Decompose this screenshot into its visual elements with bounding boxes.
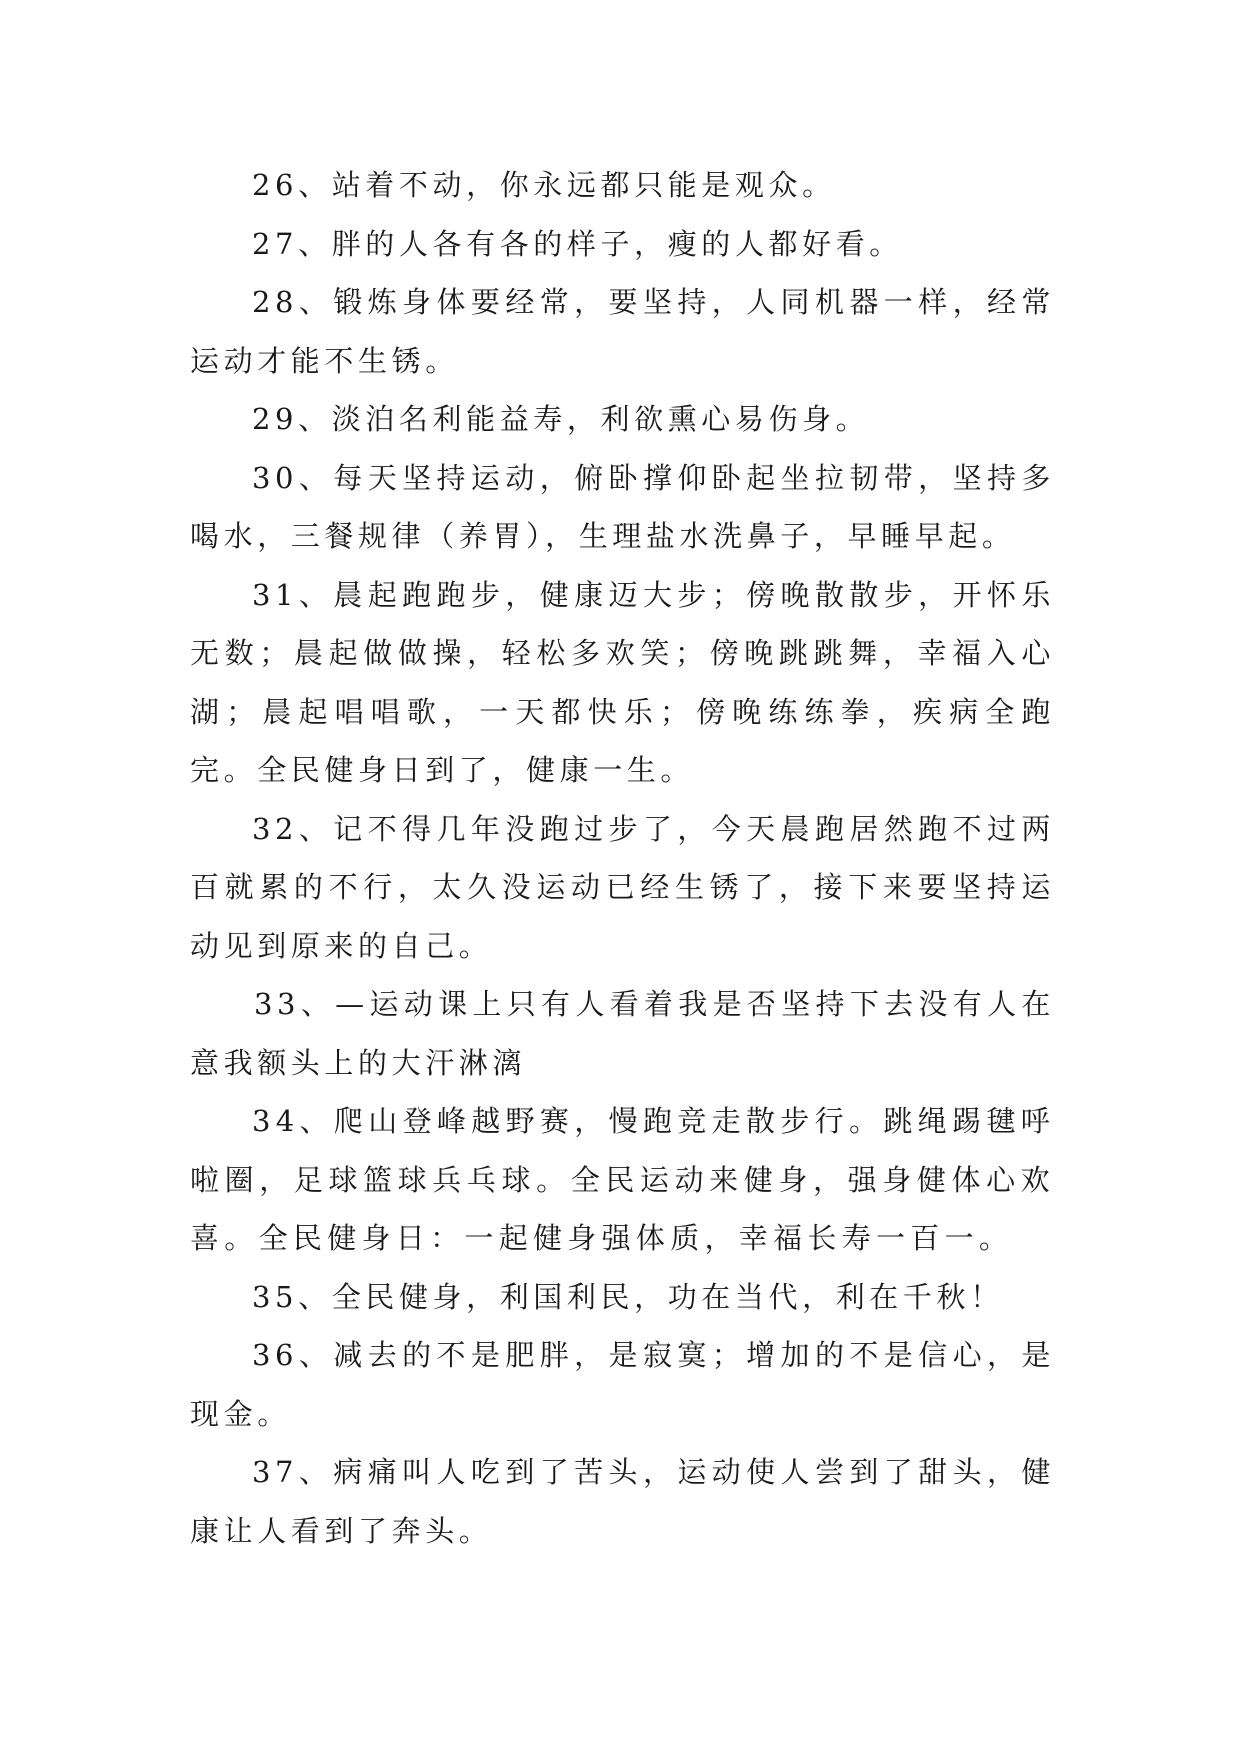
paragraph-32: 32、记不得几年没跑过步了，今天晨跑居然跑不过两百就累的不行，太久没运动已经生锈了，接下来要坚持运动见到原来的自己。 [190,811,1055,963]
paragraph-31: 31、晨起跑跑步，健康迈大步；傍晚散散步，开怀乐无数；晨起做做操，轻松多欢笑；傍晚跳跳舞，幸福入心湖；晨起唱唱歌，一天都快乐；傍晚练练拳，疾病全跑完。全民健身日到了，健康一生。 [190,577,1055,787]
paragraph-34: 34、爬山登峰越野赛，慢跑竞走散步行。跳绳踢毽呼啦圈，足球篮球兵乓球。全民运动来健身，强身健体心欢喜。全民健身日：一起健身强体质，幸福长寿一百一。 [190,1104,1055,1255]
paragraph-26: 26、站着不动，你永远都只能是观众。 [252,168,836,202]
paragraph-29: 29、淡泊名利能益寿，利欲熏心易伤身。 [252,402,870,436]
paragraph-33: 33、—运动课上只有人看着我是否坚持下去没有人在意我额头上的大汗淋漓 [190,987,1055,1080]
paragraph-28: 28、锻炼身体要经常，要坚持，人同机器一样，经常运动才能不生锈。 [190,285,1055,378]
paragraph-37: 37、病痛叫人吃到了苦头，运动使人尝到了甜头，健康让人看到了奔头。 [190,1455,1055,1548]
paragraph-36: 36、减去的不是肥胖，是寂寞；增加的不是信心，是现金。 [190,1338,1055,1431]
paragraph-35: 35、全民健身，利国利民，功在当代，利在千秋！ [252,1279,1004,1314]
paragraph-27: 27、胖的人各有各的样子，瘦的人都好看。 [252,226,903,261]
document-body [190,156,1055,1560]
paragraph-30: 30、每天坚持运动，俯卧撑仰卧起坐拉韧带，坚持多喝水，三餐规律（养胃），生理盐水洗鼻子，早睡早起。 [190,460,1055,553]
